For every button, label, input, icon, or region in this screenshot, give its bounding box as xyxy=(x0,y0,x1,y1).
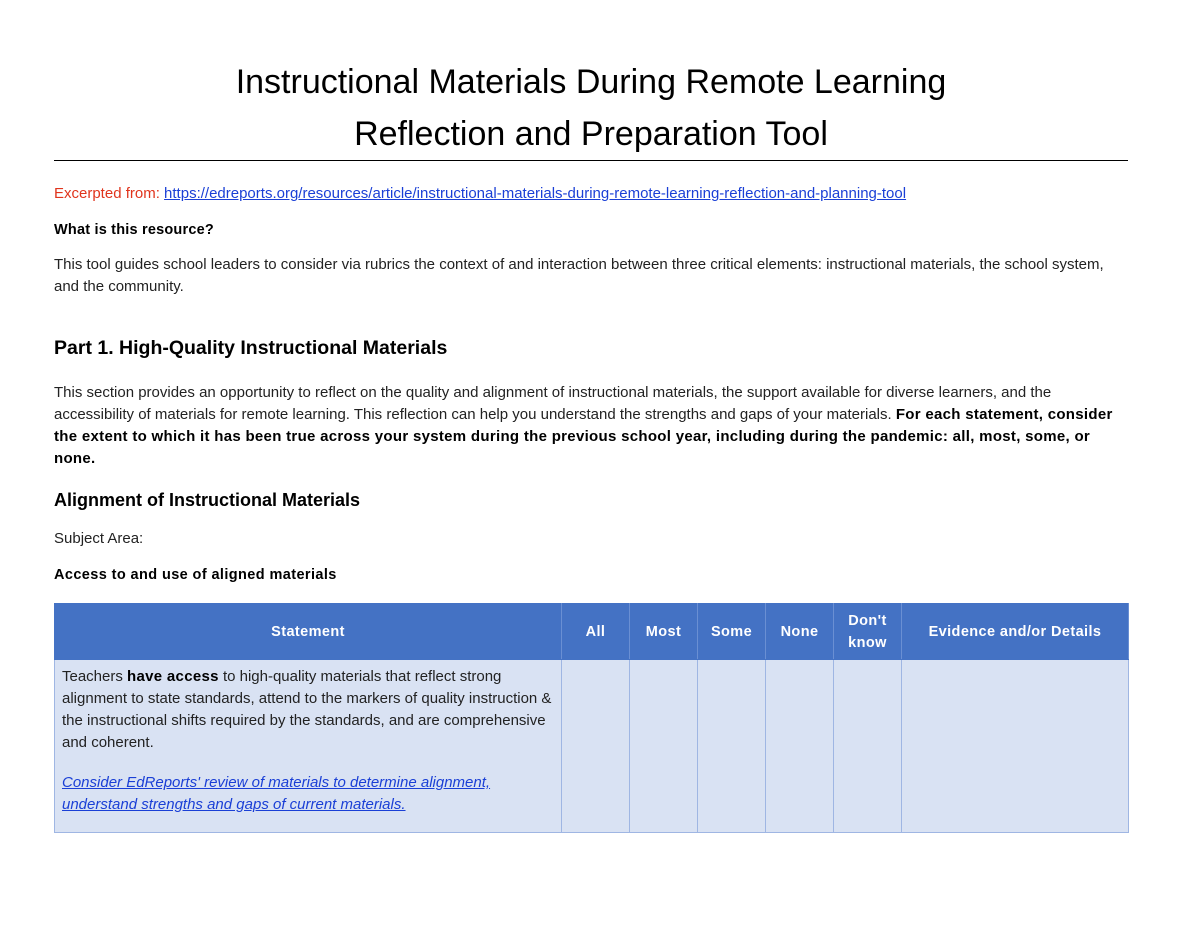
edreports-review-link[interactable]: Consider EdReports' review of materials to determine alignment, understand strengths and gaps of current materials. xyxy=(62,774,491,813)
header-none: None xyxy=(766,604,834,660)
rating-cell-none[interactable] xyxy=(766,660,834,833)
header-dont-know-line1: Don't xyxy=(848,612,887,629)
header-most: Most xyxy=(630,604,698,660)
header-dont-know xyxy=(834,604,902,660)
part1-instruction: For each statement, consider the extent to which it has been true across your system during the previous school year, including during the pandemic: all, most, some, or none. xyxy=(54,406,1113,467)
access-heading: Access to and use of aligned materials xyxy=(54,567,337,583)
part1-intro xyxy=(54,382,1128,470)
document-title xyxy=(54,56,1128,160)
part1-heading: Part 1. High-Quality Instructional Materials xyxy=(54,337,448,359)
title-line-2: Reflection and Preparation Tool xyxy=(354,115,828,153)
header-some: Some xyxy=(698,604,766,660)
rating-cell-all[interactable] xyxy=(562,660,630,833)
rating-cell-most[interactable] xyxy=(630,660,698,833)
source-link[interactable]: https://edreports.org/resources/article/instructional-materials-during-remote-learning-reflection-and-planning-tool xyxy=(164,185,907,202)
part1-intro-text: This section provides an opportunity to reflect on the quality and alignment of instructional materials, the support available for diverse learners, and the accessibility of materials for remote learning. This reflection can help you understand the strengths and gaps of your materials. xyxy=(54,384,1052,423)
header-all: All xyxy=(562,604,630,660)
statement-prefix: Teachers xyxy=(62,668,123,685)
rating-cell-dont-know[interactable] xyxy=(834,660,902,833)
excerpt-label: Excerpted from: xyxy=(54,185,160,202)
document-page xyxy=(54,0,1128,833)
table-row xyxy=(55,660,1129,833)
statement-bold: have access xyxy=(127,668,219,685)
header-statement: Statement xyxy=(55,604,562,660)
evidence-cell[interactable] xyxy=(902,660,1129,833)
subject-area-label: Subject Area: xyxy=(54,530,144,547)
resource-heading: What is this resource? xyxy=(54,222,214,238)
rating-cell-some[interactable] xyxy=(698,660,766,833)
rubric-table xyxy=(54,603,1129,833)
resource-description: This tool guides school leaders to consider via rubrics the context of and interaction between three critical elements: instructional materials, the school system, and the community. xyxy=(54,256,1104,295)
table-header-row xyxy=(55,604,1129,660)
excerpt-line xyxy=(54,185,1128,203)
header-dont-know-line2: know xyxy=(848,634,887,651)
title-divider xyxy=(54,160,1128,161)
statement-rest: to high-quality materials that reflect strong alignment to state standards, attend to the markers of quality instruction & the instructional shifts required by the standards, and are comprehensive and coherent. xyxy=(62,668,552,751)
header-evidence: Evidence and/or Details xyxy=(902,604,1129,660)
title-line-1: Instructional Materials During Remote Learning xyxy=(235,63,947,101)
alignment-heading: Alignment of Instructional Materials xyxy=(54,490,361,510)
statement-cell xyxy=(55,660,562,833)
